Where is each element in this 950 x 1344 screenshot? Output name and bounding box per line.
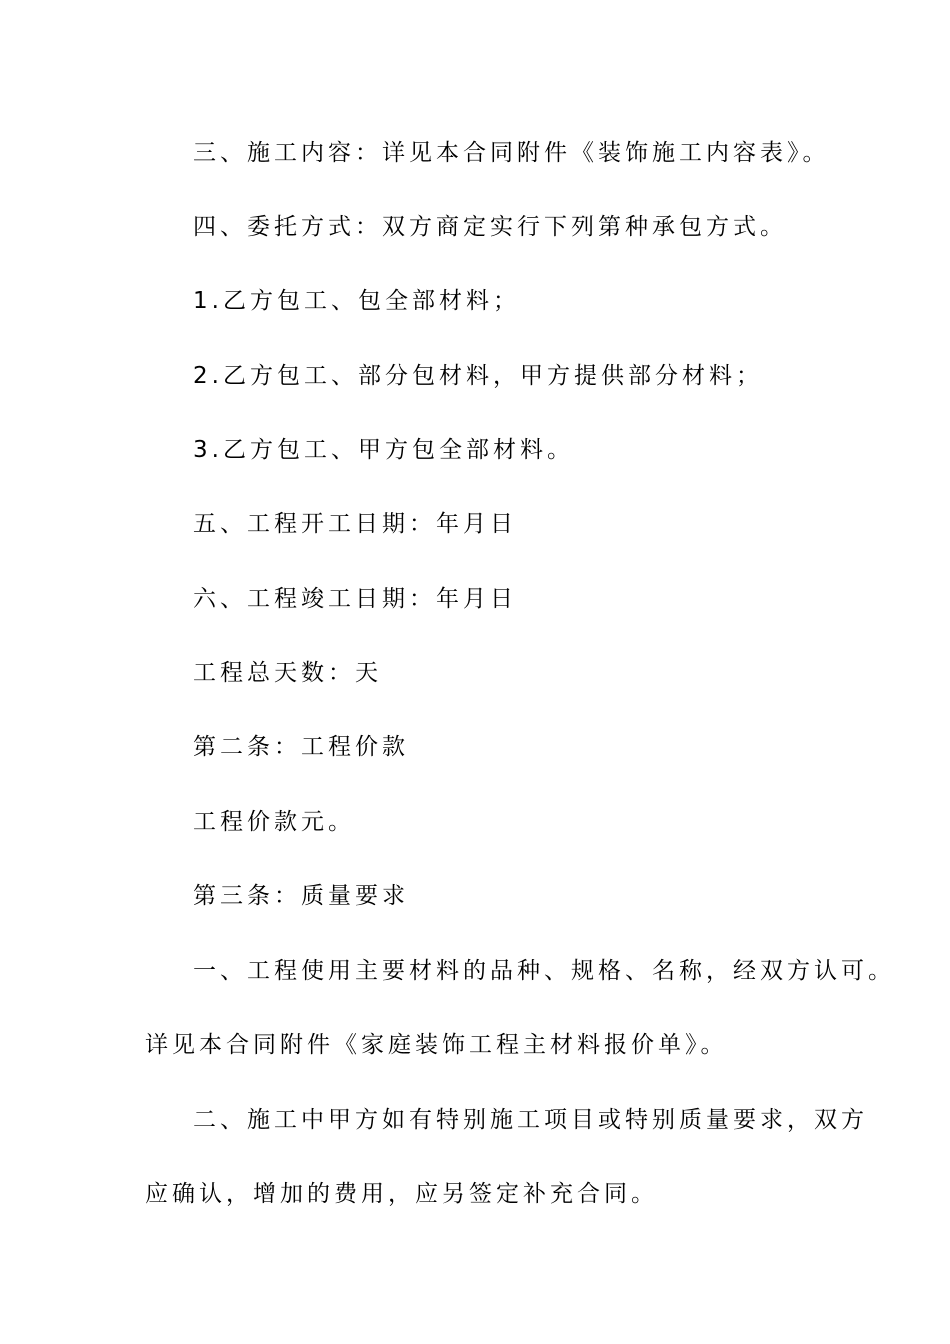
- clause-4-method: 四、委托方式：双方商定实行下列第种承包方式。: [193, 214, 787, 240]
- option-3: 3.乙方包工、甲方包全部材料。: [193, 437, 574, 463]
- completion-date: 六、工程竣工日期：年月日: [193, 586, 517, 612]
- start-date: 五、工程开工日期：年月日: [193, 511, 517, 537]
- quality-item-2-line-2: 应确认，增加的费用，应另签定补充合同。: [145, 1181, 658, 1207]
- quality-item-1-line-1: 一、工程使用主要材料的品种、规格、名称，经双方认可。: [193, 958, 895, 984]
- article-3-heading: 第三条：质量要求: [193, 883, 409, 909]
- quality-item-1-line-2: 详见本合同附件《家庭装饰工程主材料报价单》。: [145, 1032, 728, 1058]
- article-2-heading: 第二条：工程价款: [193, 734, 409, 760]
- quality-item-2-line-1: 二、施工中甲方如有特别施工项目或特别质量要求，双方: [193, 1107, 868, 1133]
- project-price: 工程价款元。: [193, 809, 355, 835]
- option-1: 1.乙方包工、包全部材料；: [193, 288, 520, 314]
- option-2: 2.乙方包工、部分包材料，甲方提供部分材料；: [193, 363, 763, 389]
- clause-3-content: 三、施工内容：详见本合同附件《装饰施工内容表》。: [193, 140, 830, 166]
- total-days: 工程总天数：天: [193, 660, 382, 686]
